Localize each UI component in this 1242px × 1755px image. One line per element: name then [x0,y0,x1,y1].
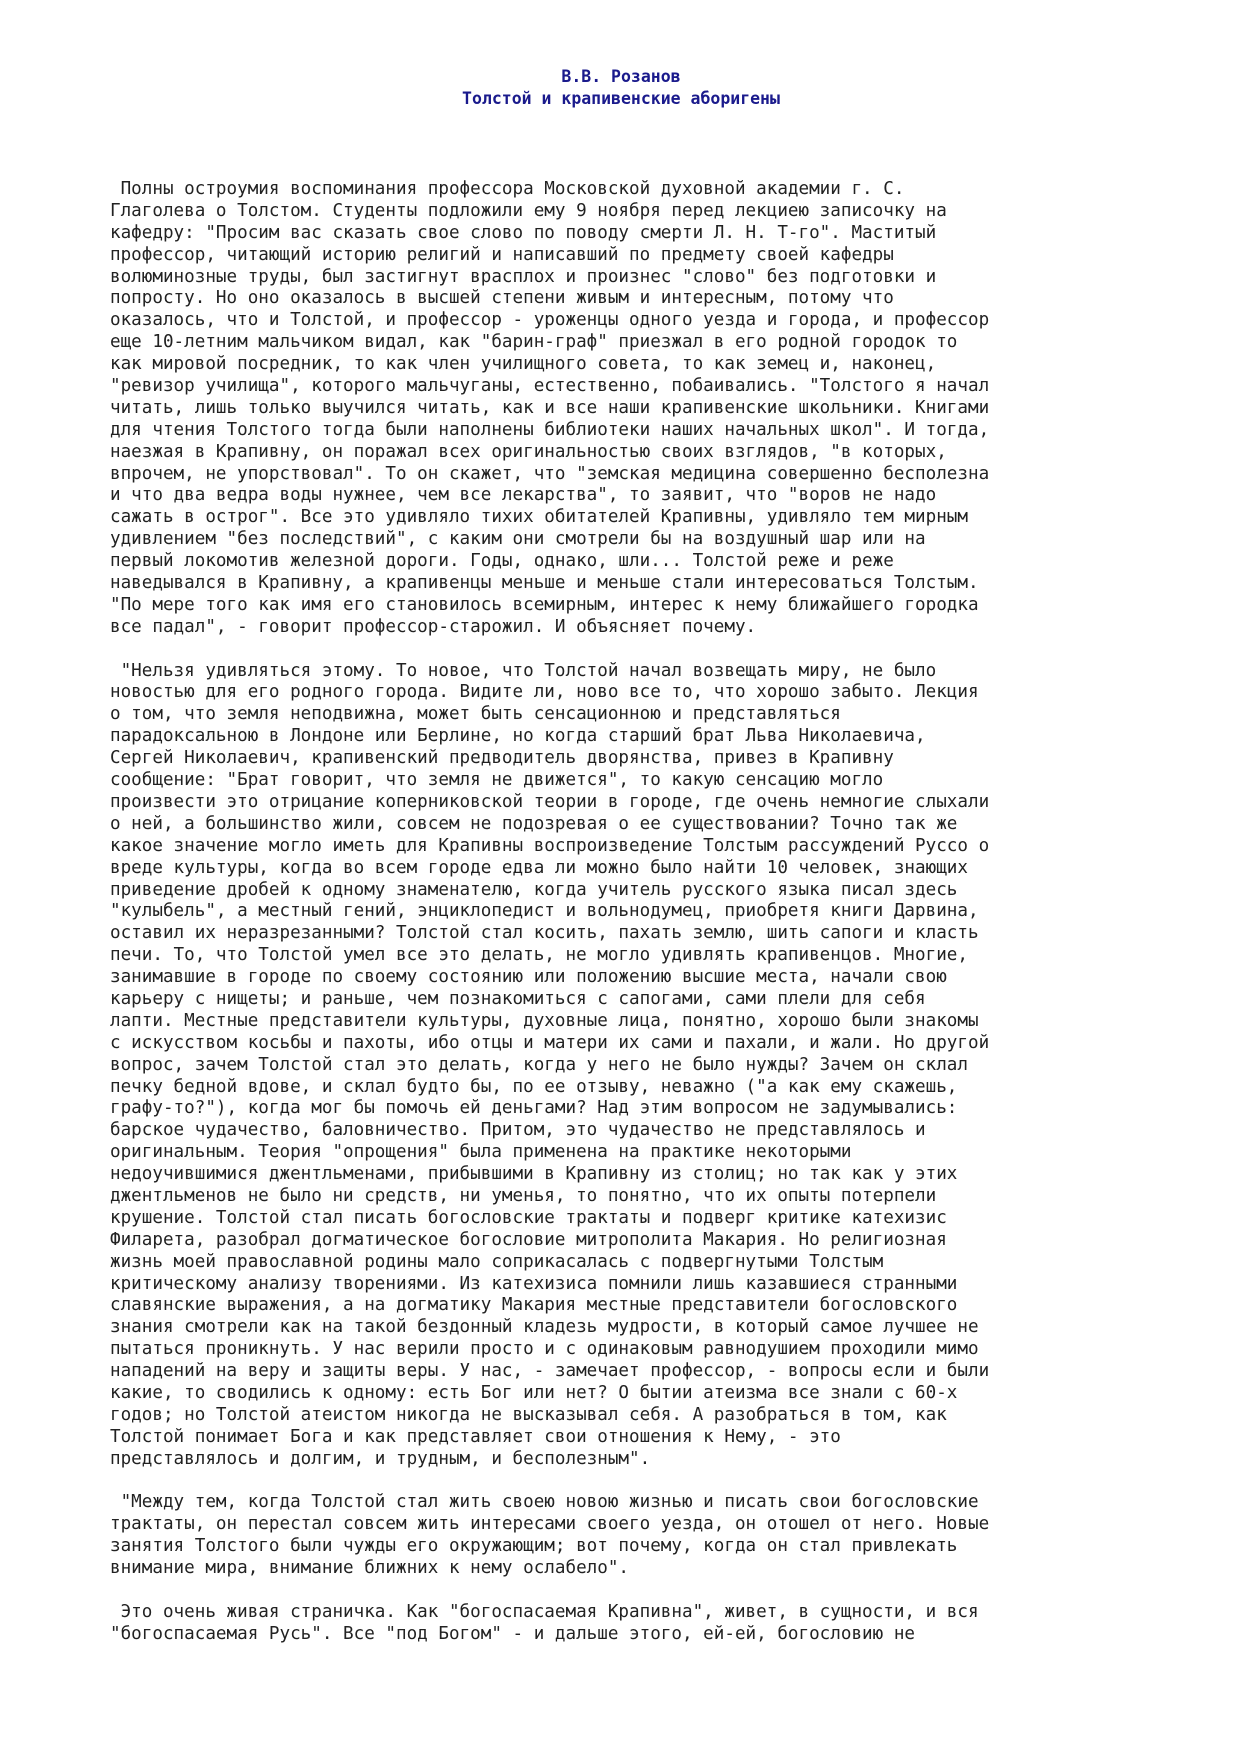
text-line: читать, лишь только выучился читать, как и все наши крапивенские школьники. Книгами [110,397,990,418]
text-line: еще 10-летним мальчиком видал, как "барин-граф" приезжал в его родной городок то [110,332,958,353]
text-line: вреде культуры, когда во всем городе едва ли можно было найти 10 человек, знающих [110,857,968,878]
text-line: нападений на веру и защиты веры. У нас, - замечает профессор, - вопросы если и были [110,1361,990,1382]
text-line: Глаголева о Толстом. Студенты подложили ему 9 ноября перед лекциею записочку на [110,200,947,221]
text-line: как мировой посредник, то как член училищного совета, то как земец и, наконец, [110,354,937,375]
text-line: сажать в острог". Все это удивляло тихих обитателей Крапивны, удивляло тем мирным [110,507,968,528]
text-line: о ней, а большинство жили, совсем не подозревая о ее существовании? Точно так же [110,813,958,834]
text-line: внимание мира, внимание ближних к нему ослабело". [110,1558,630,1579]
text-line: произвести это отрицание коперниковской теории в городе, где очень немногие слыхали [110,791,990,812]
text-line: жизнь моей православной родины мало соприкасалась с подвергнутыми Толстым [110,1251,884,1272]
text-line: представлялось и долгим, и трудным, и бесполезным". [110,1448,651,1469]
text-line: о том, что земля неподвижна, может быть сенсационною и представляться [110,704,841,725]
text-line: критическому анализу творениями. Из катехизиса помнили лишь казавшиеся странными [110,1273,958,1294]
text-line: "Нельзя удивляться этому. То новое, что Толстой начал возвещать миру, не было [110,660,937,681]
text-line: занятия Толстого были чужды его окружающим; вот почему, когда он стал привлекать [110,1536,958,1557]
text-line: вопрос, зачем Толстой стал это делать, когда у него не было нужды? Зачем он склал [110,1054,968,1075]
author-name: В.В. Розанов [561,67,681,86]
text-line: карьеру с нищеты; и раньше, чем познакомиться с сапогами, сами плели для себя [110,988,926,1009]
text-line: Это очень живая страничка. Как "богоспасаемая Крапивна", живет, в сущности, и вся [110,1601,979,1622]
text-line: "Между тем, когда Толстой стал жить своею новою жизнью и писать свои богословские [110,1492,979,1513]
text-line: волюминозные труды, был застигнут врасплох и произнес "слово" без подготовки и [110,266,937,287]
text-line: оставил их неразрезанными? Толстой стал косить, пахать землю, шить сапоги и класть [110,923,979,944]
article-body [110,179,1160,1668]
text-line: джентльменов не было ни средств, ни уменья, то понятно, что их опыты потерпели [110,1185,937,1206]
text-line: наведывался в Крапивну, а крапивенцы меньше и меньше стали интересоваться Толстым. [110,573,979,594]
text-line: сообщение: "Брат говорит, что земля не движется", то какую сенсацию могло [110,770,884,791]
text-line: с искусством косьбы и пахоты, ибо отцы и матери их сами и пахали, и жали. Но другой [110,1032,990,1053]
text-line: Толстой понимает Бога и как представляет свои отношения к Нему, - это [110,1426,841,1447]
text-line: оказалось, что и Толстой, и профессор - уроженцы одного уезда и города, и профессор [110,310,990,331]
text-line: наезжая в Крапивну, он поражал всех оригинальностью своих взглядов, "в которых, [110,441,947,462]
text-line: крушение. Толстой стал писать богословские трактаты и подверг критике катехизис [110,1207,947,1228]
text-line: Сергей Николаевич, крапивенский предводитель дворянства, привез в Крапивну [110,748,894,769]
text-line: оригинальным. Теория "опрощения" была применена на практике некоторыми [110,1142,852,1163]
text-line: и что два ведра воды нужнее, чем все лекарства", то заявит, что "воров не надо [110,485,937,506]
text-line: новостью для его родного города. Видите ли, ново все то, что хорошо забыто. Лекция [110,682,979,703]
text-line: впрочем, не упорствовал". То он скажет, что "земская медицина совершенно бесполезна [110,463,990,484]
text-line: для чтения Толстого тогда были наполнены библиотеки наших начальных школ". И тогда, [110,419,990,440]
document-header [0,66,1242,110]
text-line: годов; но Толстой атеистом никогда не высказывал себя. А разобраться в том, как [110,1404,947,1425]
text-line: знания смотрели как на такой бездонный кладезь мудрости, в который самое лучшее не [110,1317,979,1338]
text-line: "кулыбель", а местный гений, энциклопедист и вольнодумец, приобретя книги Дарвина, [110,901,979,922]
text-line: Филарета, разобрал догматическое богословие митрополита Макария. Но религиозная [110,1229,947,1250]
text-line: какое значение могло иметь для Крапивны воспроизведение Толстым рассуждений Руссо о [110,835,990,856]
text-line: попросту. Но оно оказалось в высшей степени живым и интересным, потому что [110,288,894,309]
text-line: графу-то?"), когда мог бы помочь ей деньгами? Над этим вопросом не задумывались: [110,1098,958,1119]
text-line: удивлением "без последствий", с каким они смотрели бы на воздушный шар или на [110,529,926,550]
text-line: Полны остроумия воспоминания профессора Московской духовной академии г. С. [110,179,905,199]
text-line: славянские выражения, а на догматику Макария местные представители богословского [110,1295,958,1316]
text-line: профессор, читающий историю религий и написавший по предмету своей кафедры [110,244,894,265]
text-line: кафедру: "Просим вас сказать свое слово по поводу смерти Л. Н. Т-го". Маститый [110,222,937,243]
text-line: "богоспасаемая Русь". Все "под Богом" - и дальше этого, ей-ей, богословию не [110,1623,916,1644]
text-line: барское чудачество, баловничество. Притом, это чудачество не представлялось и [110,1120,926,1141]
text-line: недоучившимися джентльменами, прибывшими в Крапивну из столиц; но так как у этих [110,1164,958,1185]
text-line: "ревизор училища", которого мальчуганы, естественно, побаивались. "Толстого я начал [110,376,990,397]
article-title: Толстой и крапивенские аборигены [462,89,780,108]
text-line: лапти. Местные представители культуры, духовные лица, понятно, хорошо были знакомы [110,1010,979,1031]
text-line: "По мере того как имя его становилось всемирным, интерес к нему ближайшего городка [110,594,979,615]
paragraph [110,1602,1160,1646]
paragraph [110,1492,1160,1580]
text-line: занимавшие в городе по своему состоянию или положению высшие места, начали свою [110,967,947,988]
text-line: все падал", - говорит профессор-старожил. И объясняет почему. [110,616,757,637]
text-line: трактаты, он перестал совсем жить интересами своего уезда, он отошел от него. Новые [110,1514,990,1535]
paragraph [110,179,1160,639]
text-line: печку бедной вдове, и склал будто бы, по ее отзыву, неважно ("а как ему скажешь, [110,1076,958,1097]
text-line: печи. То, что Толстой умел все это делать, не могло удивлять крапивенцов. Многие, [110,945,968,966]
text-line: парадоксальною в Лондоне или Берлине, но когда старший брат Льва Николаевича, [110,726,926,747]
text-line: какие, то сводились к одному: есть Бог или нет? О бытии атеизма все знали с 60-х [110,1382,958,1403]
text-line: приведение дробей к одному знаменателю, когда учитель русского языка писал здесь [110,879,958,900]
paragraph [110,661,1160,1471]
text-line: первый локомотив железной дороги. Годы, однако, шли... Толстой реже и реже [110,551,894,572]
text-line: пытаться проникнуть. У нас верили просто и с одинаковым равнодушием проходили мимо [110,1339,979,1360]
